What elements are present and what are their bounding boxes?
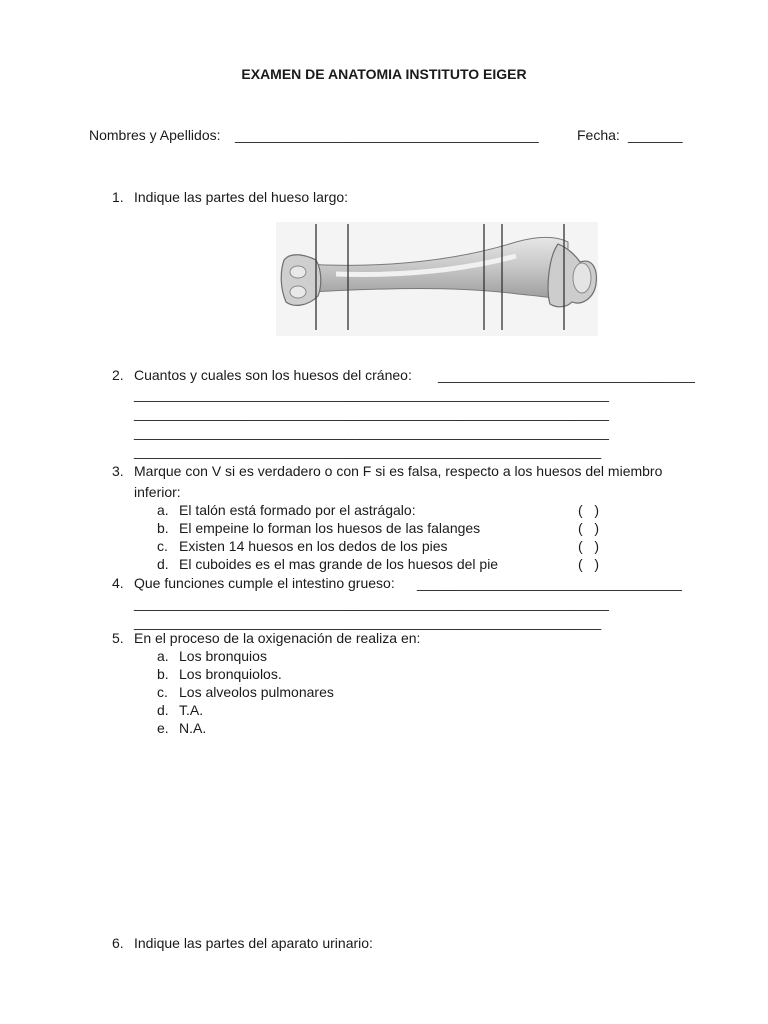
question-number: 2. xyxy=(112,367,124,383)
exam-title: EXAMEN DE ANATOMIA INSTITUTO EIGER xyxy=(241,66,527,82)
option-text[interactable]: T.A. xyxy=(179,702,204,718)
item-text: El cuboides es el mas grande de los huesos del pie xyxy=(179,556,499,572)
answer-line[interactable]: ____________________________________________________________ xyxy=(134,443,602,459)
item-text: El talón está formado por el astrágalo: xyxy=(179,502,416,518)
option-letter: b. xyxy=(157,666,169,682)
name-blank[interactable]: _______________________________________ xyxy=(235,127,539,143)
option-letter: a. xyxy=(157,648,169,664)
question-number: 1. xyxy=(112,189,124,205)
option-letter: e. xyxy=(157,720,169,736)
answer-line[interactable]: _____________________________________________________________ xyxy=(134,595,609,611)
question-text: Marque con V si es verdadero o con F si es falsa, respecto a los huesos del miembro xyxy=(134,463,663,479)
question-text: Indique las partes del hueso largo: xyxy=(134,189,349,205)
question-number: 5. xyxy=(112,630,124,646)
answer-blank[interactable]: _________________________________ xyxy=(438,367,695,383)
item-letter: c. xyxy=(157,538,168,554)
question-number: 4. xyxy=(112,575,124,591)
answer-line[interactable]: _____________________________________________________________ xyxy=(134,424,609,440)
question-number: 6. xyxy=(112,935,124,951)
answer-box[interactable]: ( ) xyxy=(578,556,599,572)
long-bone-figure xyxy=(276,222,598,336)
option-letter: d. xyxy=(157,702,169,718)
name-label: Nombres y Apellidos: xyxy=(89,127,221,143)
answer-line[interactable]: _____________________________________________________________ xyxy=(134,405,609,421)
item-letter: b. xyxy=(157,520,169,536)
option-text[interactable]: Los alveolos pulmonares xyxy=(179,684,334,700)
question-text: Cuantos y cuales son los huesos del cráneo: xyxy=(134,367,412,383)
question-text: Que funciones cumple el intestino grueso: xyxy=(134,575,395,591)
date-label: Fecha: xyxy=(577,127,620,143)
option-text[interactable]: Los bronquiolos. xyxy=(179,666,282,682)
question-number: 3. xyxy=(112,463,124,479)
question-text: En el proceso de la oxigenación de realiza en: xyxy=(134,630,421,646)
item-text: Existen 14 huesos en los dedos de los pies xyxy=(179,538,448,554)
item-letter: a. xyxy=(157,502,169,518)
option-letter: c. xyxy=(157,684,168,700)
answer-box[interactable]: ( ) xyxy=(578,538,599,554)
answer-line[interactable]: ____________________________________________________________ xyxy=(134,614,602,630)
option-text[interactable]: Los bronquios xyxy=(179,648,267,664)
answer-line[interactable]: _____________________________________________________________ xyxy=(134,386,609,402)
date-blank[interactable]: _______ xyxy=(628,127,683,143)
question-text: Indique las partes del aparato urinario: xyxy=(134,935,373,951)
answer-blank[interactable]: __________________________________ xyxy=(417,575,682,591)
item-letter: d. xyxy=(157,556,169,572)
answer-box[interactable]: ( ) xyxy=(578,520,599,536)
question-text-cont: inferior: xyxy=(134,484,181,500)
option-text[interactable]: N.A. xyxy=(179,720,207,736)
item-text: El empeine lo forman los huesos de las falanges xyxy=(179,520,481,536)
answer-box[interactable]: ( ) xyxy=(578,502,599,518)
